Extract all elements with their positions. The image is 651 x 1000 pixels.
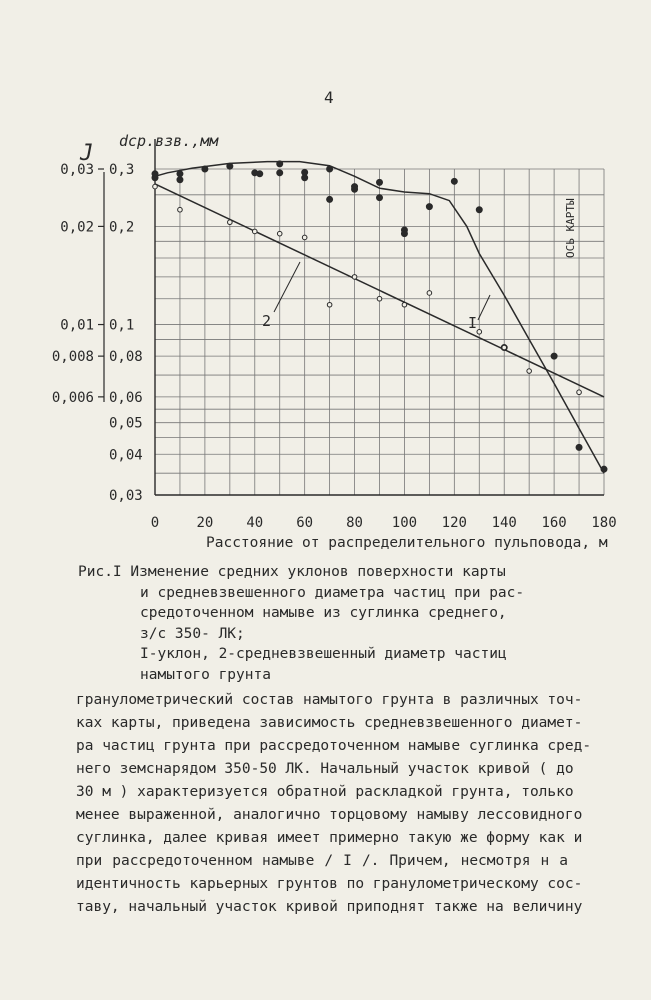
series-label-1: I <box>468 314 478 332</box>
text-line: ра частиц грунта при рассредоточенном намыве суглинка сред- <box>76 738 592 754</box>
y-tick-label: 0,04 <box>109 447 143 464</box>
data-point-2 <box>228 220 233 225</box>
x-axis-label: Расстояние от распределительного пульповода, м <box>206 535 608 551</box>
x-tick-label: 180 <box>591 515 617 531</box>
x-tick-label: 140 <box>491 515 517 531</box>
x-tick-label: 0 <box>150 515 160 531</box>
text-line: 30 м ) характеризуется обратной раскладкой грунта, только <box>76 784 574 800</box>
caption-line: I-уклон, 2-средневзвешенный диаметр частиц <box>140 646 507 662</box>
figure-caption <box>78 562 558 685</box>
x-tick-label: 100 <box>391 515 418 531</box>
y-left-tick-label: 0,008 <box>51 349 94 366</box>
data-point-I <box>426 204 432 210</box>
data-point-I <box>177 171 183 177</box>
y-tick-label: 0,08 <box>109 349 143 366</box>
data-point-I <box>277 170 283 176</box>
text-line: ках карты, приведена зависимость средневзвешенного диамет- <box>76 715 583 731</box>
data-point-2 <box>477 330 482 335</box>
data-point-I <box>202 166 208 172</box>
caption-line: и средневзвешенного диаметра частиц при рас- <box>140 584 525 601</box>
data-point-2 <box>527 369 532 374</box>
leader-line-2 <box>274 262 300 312</box>
data-point-I <box>352 184 358 190</box>
data-point-2 <box>402 302 407 307</box>
data-point-I <box>551 353 557 359</box>
data-point-2 <box>502 345 507 350</box>
y-tick-label: 0,05 <box>109 415 143 432</box>
data-point-I <box>377 195 383 201</box>
text-line: менее выраженной, аналогично торцовому намыву лессовидного <box>76 807 583 823</box>
chart-annotations <box>262 198 577 332</box>
x-tick-label: 80 <box>346 515 363 531</box>
text-line: идентичность карьерных грунтов по гранулометрическому сос- <box>76 876 583 892</box>
data-point-I <box>377 179 383 185</box>
data-point-I <box>227 163 233 169</box>
text-line: при рассредоточенном намыве / I /. Причем, несмотря н а <box>76 853 568 869</box>
data-point-I <box>576 444 582 450</box>
data-point-I <box>401 231 407 237</box>
data-point-I <box>277 161 283 167</box>
y-axis-title: dср.взв.,мм <box>119 132 219 150</box>
text-line: него земснарядом 350-50 ЛК. Начальный участок кривой ( до <box>76 761 574 777</box>
x-tick-label: 120 <box>441 515 467 531</box>
data-point-I <box>601 466 607 472</box>
data-point-I <box>302 175 308 181</box>
data-point-I <box>327 166 333 172</box>
caption-line: намытого грунта <box>140 666 271 683</box>
y-tick-label: 0,3 <box>109 162 135 178</box>
data-point-I <box>327 196 333 202</box>
data-point-2 <box>153 184 158 189</box>
data-point-2 <box>427 291 432 296</box>
body-paragraph <box>76 689 592 919</box>
x-tick-label: 60 <box>296 515 314 531</box>
data-point-2 <box>277 231 282 236</box>
text-line: суглинка, далее кривая имеет примерно такую же форму как и <box>76 830 583 846</box>
data-point-2 <box>252 229 257 234</box>
y-left-tick-label: 0,03 <box>60 162 94 178</box>
data-point-I <box>476 207 482 213</box>
data-point-2 <box>377 296 382 301</box>
y-tick-label: 0,06 <box>109 389 143 406</box>
data-point-2 <box>352 275 357 280</box>
axis-of-map-annotation: ОСЬ КАРТЫ <box>564 198 577 258</box>
chart-grid <box>155 169 604 495</box>
x-tick-label: 160 <box>541 515 567 531</box>
y-tick-label: 0,2 <box>109 219 135 236</box>
caption-line: з/с 350- ЛК; <box>140 625 245 642</box>
data-point-I <box>152 171 158 177</box>
data-point-I <box>257 171 263 177</box>
data-point-I <box>451 178 457 184</box>
y-tick-label: 0,03 <box>109 488 143 504</box>
data-point-2 <box>178 207 183 212</box>
text-line: таву, начальный участок кривой приподнят также на величину <box>76 899 583 915</box>
caption-line: средоточенном намыве из суглинка среднего, <box>140 605 507 621</box>
caption-line: Рис.I Изменение средних уклонов поверхности карты <box>78 564 506 580</box>
y-left-tick-label: 0,006 <box>51 389 94 406</box>
x-tick-label: 40 <box>246 515 264 531</box>
y-left-tick-label: 0,01 <box>60 317 94 334</box>
y-left-tick-label: 0,02 <box>60 219 94 236</box>
data-point-2 <box>577 390 582 395</box>
text-line: гранулометрический состав намытого грунта в различных точ- <box>76 692 583 708</box>
x-tick-label: 20 <box>196 515 214 531</box>
data-point-2 <box>327 302 332 307</box>
data-point-I <box>177 177 183 183</box>
data-point-2 <box>302 235 307 240</box>
y-tick-label: 0,1 <box>109 317 135 334</box>
series-label-2: 2 <box>262 312 272 330</box>
y-left-axis-title: J <box>80 141 94 166</box>
page-number: 4 <box>324 88 334 107</box>
